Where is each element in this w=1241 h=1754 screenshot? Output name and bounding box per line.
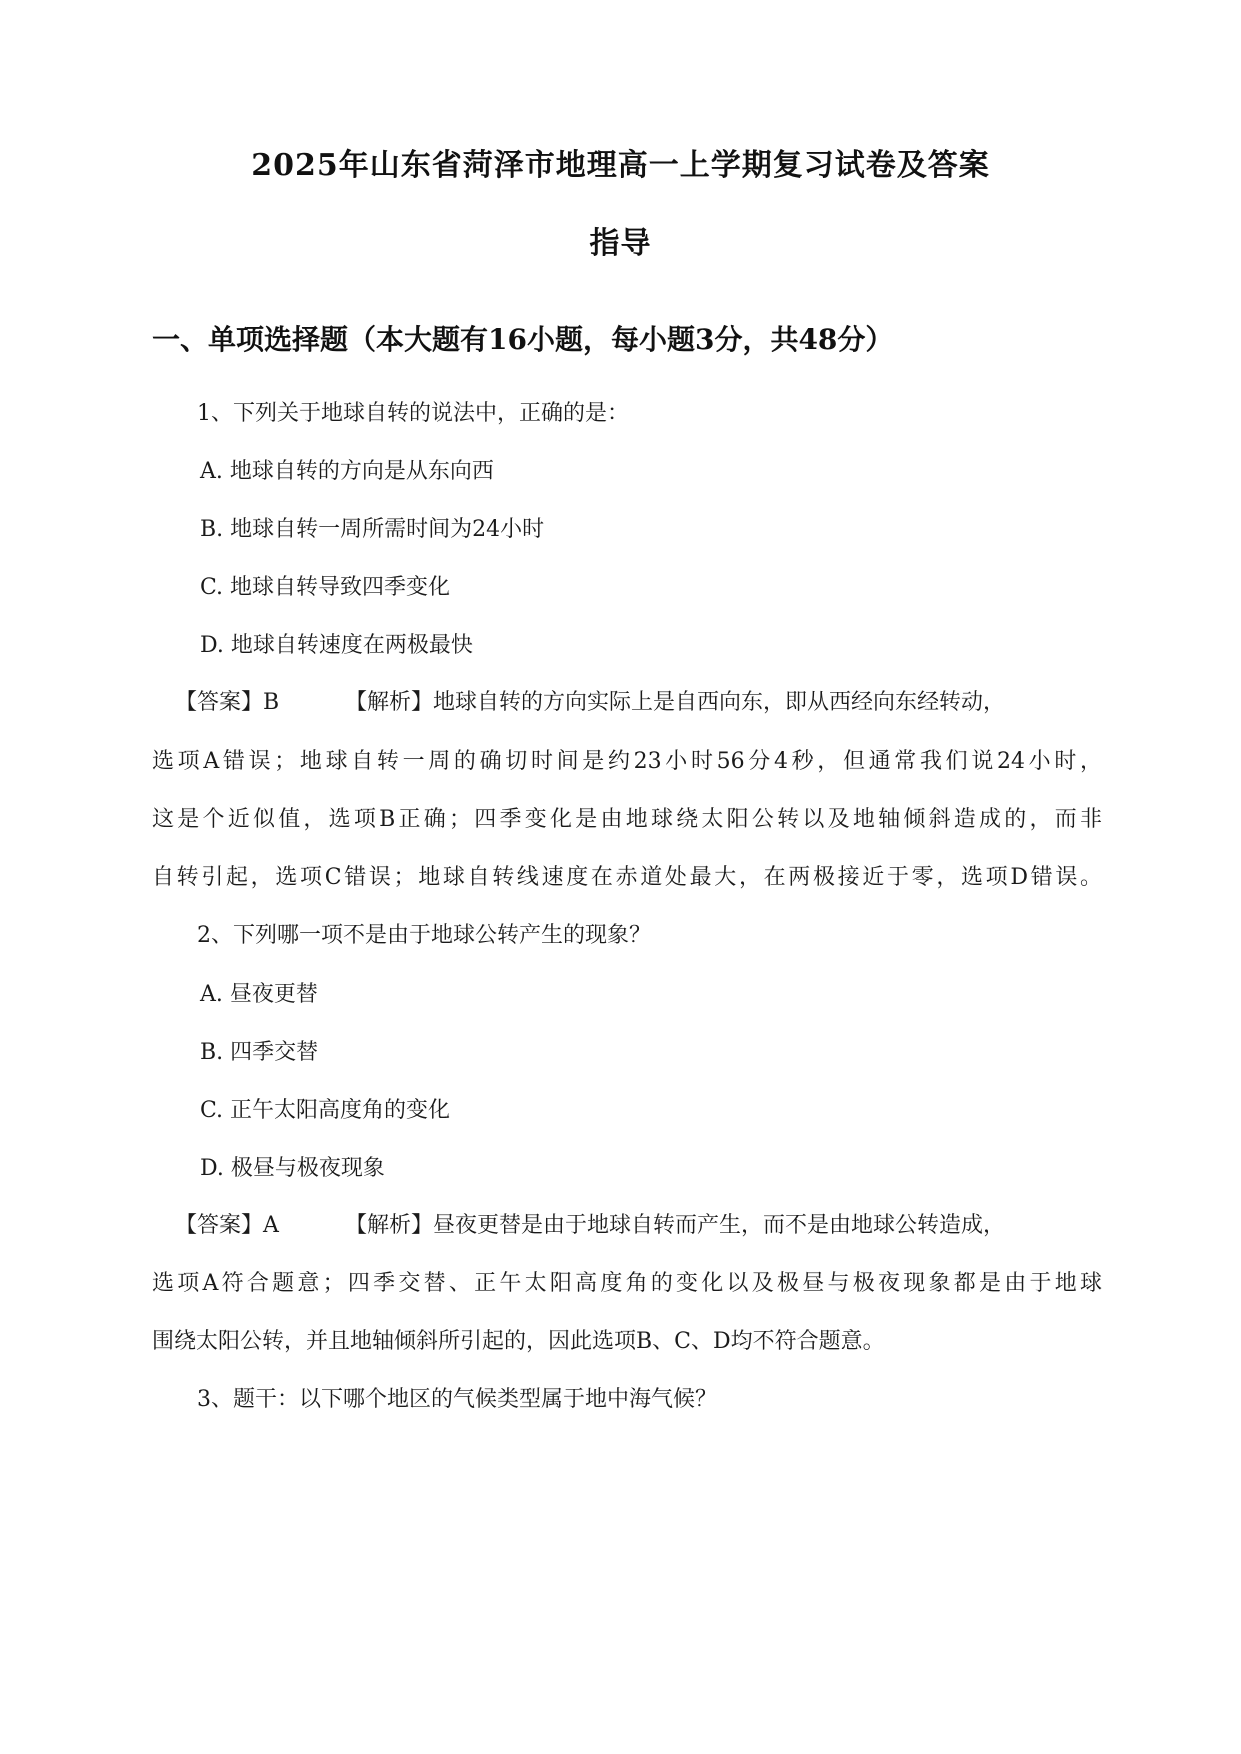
document-title: 2025年山东省菏泽市地理高一上学期复习试卷及答案 xyxy=(251,148,990,183)
question-2-option-c: C. 正午太阳高度角的变化 xyxy=(200,1098,451,1123)
question-1-option-c: C. 地球自转导致四季变化 xyxy=(200,575,451,600)
question-2-option-a: A. 昼夜更替 xyxy=(200,982,318,1007)
question-1-option-b: B. 地球自转一周所需时间为24小时 xyxy=(200,517,545,542)
question-2-option-d: D. 极昼与极夜现象 xyxy=(200,1156,385,1181)
question-1-option-a: A. 地球自转的方向是从东向西 xyxy=(200,459,494,484)
question-1-analysis-line-3: 这是个近似值，选项B正确；四季变化是由地球绕太阳公转以及地轴倾斜造成的，而非 xyxy=(152,807,1102,832)
question-1-stem: 1、下列关于地球自转的说法中，正确的是： xyxy=(197,401,629,426)
question-1-analysis-line-1: 【解析】地球自转的方向实际上是自西向东，即从西经向东经转动， xyxy=(345,690,1006,715)
question-1-analysis-line-4: 自转引起，选项C错误；地球自转线速度在赤道处最大，在两极接近于零，选项D错误。 xyxy=(152,865,1102,890)
question-1-option-d: D. 地球自转速度在两极最快 xyxy=(200,633,473,658)
question-2-analysis-line-3: 围绕太阳公转，并且地轴倾斜所引起的，因此选项B、C、D均不符合题意。 xyxy=(152,1329,885,1354)
document-title-continued: 指导 xyxy=(589,226,652,261)
question-1-answer: 【答案】B xyxy=(175,690,280,715)
question-2-option-b: B. 四季交替 xyxy=(200,1040,319,1065)
section-heading: 一、单项选择题（本大题有16小题，每小题3分，共48分） xyxy=(152,323,894,356)
question-2-analysis-line-2: 选项A符合题意；四季交替、正午太阳高度角的变化以及极昼与极夜现象都是由于地球 xyxy=(152,1271,1102,1296)
question-2-stem: 2、下列哪一项不是由于地球公转产生的现象？ xyxy=(197,923,651,948)
question-2-answer: 【答案】A xyxy=(175,1213,279,1238)
question-1-answer-row xyxy=(175,689,1005,717)
question-2-analysis-line-1: 【解析】昼夜更替是由于地球自转而产生，而不是由地球公转造成， xyxy=(345,1213,1006,1238)
question-3-stem: 3、题干：以下哪个地区的气候类型属于地中海气候？ xyxy=(197,1387,717,1412)
question-2-answer-row xyxy=(175,1212,1005,1240)
question-1-analysis-line-2: 选项A错误；地球自转一周的确切时间是约23小时56分4秒，但通常我们说24小时， xyxy=(152,749,1102,774)
